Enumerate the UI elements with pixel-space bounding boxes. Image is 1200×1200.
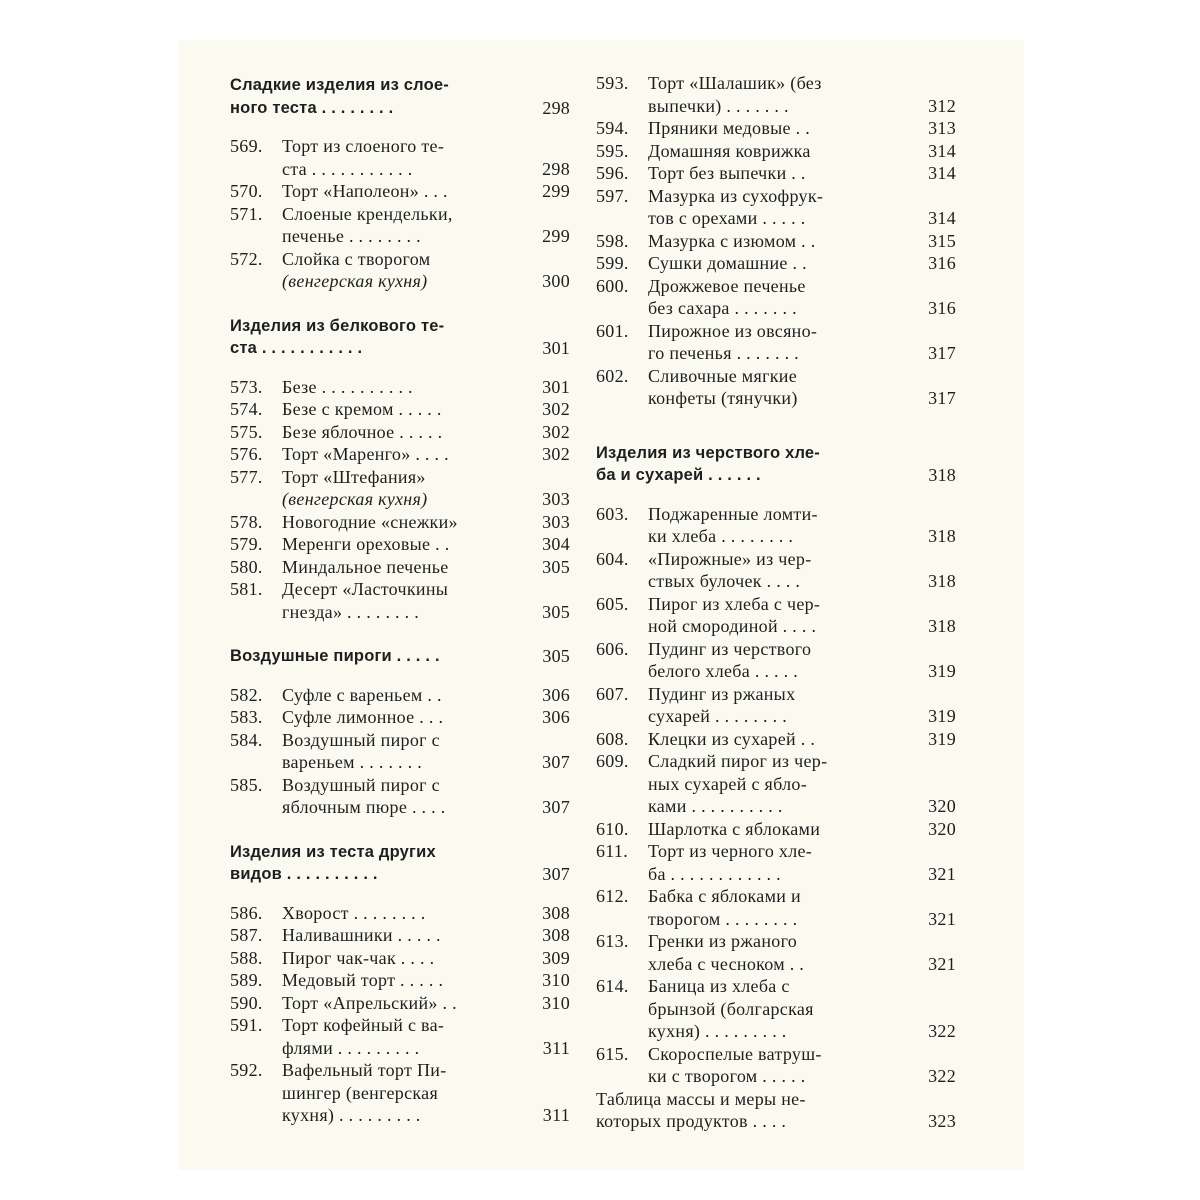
entry-number: 575. [230,421,263,442]
entry-title-line: Торт из слоеного те- [282,136,445,156]
toc-entry [230,466,570,511]
entry-number: 588. [230,947,263,968]
toc-entry [596,930,956,975]
page-number: 305 [542,556,570,577]
entry-title-line: Слоеные крендельки, [282,203,453,224]
entry-title-line: Шарлотка с яблоками [648,818,821,839]
page-number: 298 [542,158,570,179]
page-number: 311 [542,1105,570,1125]
entry-number: 608. [596,728,629,749]
entry-title-line: Пирог из хлеба с чер- [648,593,821,614]
toc-entry [596,750,956,818]
toc-entry [596,885,956,930]
entry-number: 590. [230,992,263,1013]
page-number: 301 [542,338,570,358]
toc-entry [230,203,570,248]
entry-number: 577. [230,466,263,487]
page-number: 315 [928,230,956,251]
page-number: 319 [928,728,956,749]
section-heading-line: Сладкие изделия из слое- [230,76,449,94]
toc-right-column [596,72,956,1133]
page-number: 301 [542,376,570,397]
page-number: 314 [928,163,956,183]
page-number: 318 [928,616,956,636]
toc-entry [230,992,570,1015]
page-number: 319 [928,661,956,681]
section-heading [230,315,570,360]
entry-number: 579. [230,534,263,554]
page-number: 298 [542,97,570,118]
toc-entry [596,230,956,253]
toc-section-other-dough [230,841,570,1127]
entry-number: 610. [596,818,629,839]
page-number: 308 [542,902,570,923]
page-number: 305 [542,601,570,622]
entry-title-line: (венгерская кухня) [282,271,428,291]
entry-title-line: Пудинг из черствого [648,638,812,659]
entry-number: 593. [596,73,629,93]
entry-title-line: Хворост . . . . . . . . [282,902,426,923]
entry-number: 585. [230,774,263,795]
entry-number: 597. [596,185,629,206]
page-number: 307 [542,797,570,817]
toc-entry [230,774,570,819]
entry-number: 576. [230,444,263,464]
entry-number: 605. [596,593,629,614]
entry-number: 603. [596,503,629,524]
entry-title-line: печенье . . . . . . . . [282,226,421,246]
entry-title-line: Торт «Апрельский» . . [282,992,457,1013]
page-number: 314 [928,208,956,228]
page-number: 309 [542,947,570,968]
entry-number: 592. [230,1060,263,1080]
toc-entry [596,1043,956,1088]
entry-number: 572. [230,248,263,269]
toc-entry [596,140,956,163]
entry-title-line: шингер (венгерская [282,1082,439,1103]
toc-entry [596,840,956,885]
toc-section-souffle [230,645,570,819]
toc-entry [596,548,956,593]
entry-title-line: Торт без выпечки . . [648,163,806,183]
page-number: 318 [928,526,956,546]
entry-title-line: Десерт «Ласточкины [282,579,449,599]
entry-number: 589. [230,970,263,990]
entry-title-line: Воздушный пирог с [282,729,440,750]
section-heading [596,442,956,487]
toc-entry [596,162,956,185]
page-number: 316 [928,298,956,318]
entry-number: 607. [596,683,629,704]
entry-title-line: Бабка с яблоками и [648,886,801,906]
toc-section-continued [596,72,956,410]
entry-title-line: сухарей . . . . . . . . [648,706,788,726]
entry-title-line: тов с орехами . . . . . [648,208,806,228]
toc-entry [596,117,956,140]
page-number: 320 [928,796,956,816]
toc-entry [230,706,570,729]
toc-entry [230,924,570,947]
page-number: 316 [928,253,956,273]
entry-title-line: Сливочные мягкие [648,365,798,386]
entry-title-line: Мазурка из сухофрук- [648,185,824,206]
entry-number: 599. [596,253,629,273]
entry-title-line: яблочным пюре . . . . [282,797,446,817]
entry-title-line: ки хлеба . . . . . . . . [648,526,794,546]
toc-section-puff-pastry [230,74,570,293]
entry-title-line: без сахара . . . . . . . [648,298,797,318]
toc-entry [596,275,956,320]
section-heading-line: Воздушные пироги . . . . . [230,647,440,665]
section-heading [230,841,570,886]
toc-entry [230,1014,570,1059]
entry-title-line: которых продуктов . . . . [596,1111,787,1131]
page-number: 321 [928,863,956,884]
entry-number: 601. [596,320,629,341]
page-number: 303 [542,489,570,509]
section-heading-line: Изделия из теста других [230,842,436,861]
toc-entry [230,729,570,774]
entry-title-line: Поджаренные ломти- [648,503,818,524]
entry-title-line: Торт «Маренго» . . . . [282,444,449,464]
page-number: 321 [928,908,956,929]
toc-entry [596,728,956,751]
entry-number: 595. [596,140,629,161]
page-number: 313 [928,118,956,138]
page-number: 308 [542,925,570,945]
entry-title-line: Воздушный пирог с [282,774,440,795]
entry-number: 615. [596,1043,629,1064]
page-number: 303 [542,511,570,532]
toc-entry [230,947,570,970]
entry-number: 600. [596,275,629,296]
page-number: 318 [928,571,956,591]
entry-title-line: творогом . . . . . . . . [648,908,798,929]
toc-entry [230,1059,570,1127]
toc-entry-weights-table [596,1088,956,1133]
page-number: 314 [928,140,956,161]
entry-title-line: «Пирожные» из чер- [648,548,812,569]
page-number: 321 [928,953,956,974]
toc-entry [230,578,570,623]
page-number: 299 [542,226,570,246]
entry-number: 612. [596,886,629,906]
entry-title-line: кухня) . . . . . . . . . [648,1021,787,1041]
page-number: 302 [542,399,570,419]
entry-title-line: (венгерская кухня) [282,489,428,509]
toc-entry [230,533,570,556]
toc-entry [596,252,956,275]
entry-title-line: вареньем . . . . . . . [282,752,423,772]
entry-title-line: ки с творогом . . . . . [648,1066,806,1086]
entry-number: 586. [230,902,263,923]
page-number: 302 [542,421,570,442]
entry-title-line: Таблица массы и меры не- [596,1088,806,1109]
page-number: 320 [928,818,956,839]
entry-title-line: выпечки) . . . . . . . [648,95,789,116]
section-heading [230,74,570,119]
entry-number: 580. [230,556,263,577]
page-number: 307 [542,864,570,884]
page-number: 307 [542,752,570,772]
toc-entry [596,72,956,117]
page-number: 310 [542,992,570,1013]
toc-entry [596,320,956,365]
page-number: 306 [542,684,570,705]
entry-number: 604. [596,548,629,569]
entry-title-line: ба . . . . . . . . . . . . [648,863,781,884]
entry-number: 606. [596,638,629,659]
entry-number: 571. [230,203,263,224]
entry-title-line: Баница из хлеба с [648,976,790,996]
entry-number: 574. [230,399,263,419]
toc-left-column [230,74,570,1127]
toc-section-stale-bread [596,442,956,1088]
entry-title-line: Скороспелые ватруш- [648,1043,822,1064]
entry-title-line: хлеба с чесноком . . [648,953,805,974]
toc-entry [230,556,570,579]
entry-title-line: Дрожжевое печенье [648,275,806,296]
toc-entry [230,398,570,421]
entry-title-line: Торт из черного хле- [648,841,813,861]
toc-entry [596,185,956,230]
entry-title-line: Наливашники . . . . . [282,925,441,945]
entry-title-line: ками . . . . . . . . . . [648,796,783,816]
page-number: 305 [542,646,570,666]
entry-title-line: Безе . . . . . . . . . . [282,376,413,397]
section-heading-line: ба и сухарей . . . . . . [596,466,761,484]
entry-title-line: Сушки домашние . . [648,253,807,273]
toc-entry [230,376,570,399]
section-heading [230,645,570,668]
entry-title-line: Безе с кремом . . . . . [282,399,442,419]
toc-entry [230,511,570,534]
entry-title-line: Миндальное печенье [282,556,449,577]
page-number: 319 [928,706,956,726]
entry-title-line: ста . . . . . . . . . . . [282,158,413,179]
page-number: 302 [542,444,570,464]
entry-title-line: Вафельный торт Пи- [282,1060,447,1080]
entry-number: 596. [596,163,629,183]
entry-title-line: Гренки из ржаного [648,931,798,951]
page-number: 311 [542,1037,570,1058]
toc-entry [230,248,570,293]
entry-title-line: гнезда» . . . . . . . . [282,601,420,622]
page-number: 317 [928,343,956,363]
entry-title-line: Торт «Наполеон» . . . [282,181,448,201]
entry-number: 582. [230,684,263,705]
page-number: 304 [542,534,570,554]
toc-entry [596,975,956,1043]
entry-title-line: Безе яблочное . . . . . [282,421,443,442]
toc-entry [230,902,570,925]
entry-title-line: Пряники медовые . . [648,118,811,138]
toc-entry [230,684,570,707]
toc-entry [230,443,570,466]
toc-entry [596,593,956,638]
entry-title-line: белого хлеба . . . . . [648,661,799,681]
page-number: 310 [542,970,570,990]
page-number: 312 [928,95,956,116]
entry-title-line: Пирожное из овсяно- [648,320,818,341]
toc-entry [596,683,956,728]
toc-entry [596,818,956,841]
entry-title-line: Сладкий пирог из чер- [648,751,828,771]
entry-title-line: кухня) . . . . . . . . . [282,1105,421,1125]
toc-section-meringue [230,315,570,624]
page-number: 322 [928,1066,956,1086]
entry-number: 573. [230,376,263,397]
page-number: 317 [928,388,956,408]
page-number: 300 [542,271,570,291]
entry-title-line: Мазурка с изюмом . . [648,230,816,251]
entry-number: 569. [230,136,263,156]
entry-title-line: Пирог чак-чак . . . . [282,947,435,968]
page-number: 318 [928,465,956,485]
toc-entry [596,365,956,410]
entry-title-line: Медовый торт . . . . . [282,970,444,990]
toc-entry [230,180,570,203]
entry-number: 611. [596,841,629,861]
entry-title-line: Суфле с вареньем . . [282,684,442,705]
entry-number: 581. [230,579,263,599]
entry-title-line: ной смородиной . . . . [648,616,817,636]
page-number: 299 [542,181,570,201]
entry-title-line: Слойка с творогом [282,248,431,269]
entry-number: 594. [596,118,629,138]
section-heading-line: Изделия из белкового те- [230,316,445,335]
entry-title-line: Торт «Шалашик» (без [648,73,822,93]
entry-title-line: конфеты (тянучки) [648,388,798,408]
entry-title-line: Новогодние «снежки» [282,511,458,532]
entry-title-line: Домашняя коврижка [648,140,811,161]
entry-title-line: Клецки из сухарей . . [648,728,816,749]
section-heading-line: видов . . . . . . . . . . [230,865,378,883]
section-heading-line: Изделия из черствого хле- [596,443,821,462]
section-heading-line: ста . . . . . . . . . . . [230,339,363,357]
entry-number: 584. [230,729,263,750]
entry-title-line: Пудинг из ржаных [648,683,796,704]
entry-number: 587. [230,925,263,945]
entry-title-line: го печенья . . . . . . . [648,343,799,363]
entry-title-line: брынзой (болгарская [648,998,814,1019]
entry-title-line: ных сухарей с ябло- [648,773,808,794]
toc-entry [230,969,570,992]
entry-number: 609. [596,751,629,771]
entry-number: 602. [596,365,629,386]
entry-title-line: Торт «Штефания» [282,466,426,487]
page-number: 323 [928,1111,956,1131]
entry-number: 591. [230,1015,263,1035]
entry-title-line: флями . . . . . . . . . [282,1037,420,1058]
entry-number: 613. [596,931,629,951]
entry-number: 614. [596,976,629,996]
entry-number: 570. [230,181,263,201]
entry-title-line: Меренги ореховые . . [282,534,450,554]
entry-title-line: ствых булочек . . . . [648,571,801,591]
toc-entry [596,503,956,548]
section-heading-line: ного теста . . . . . . . . [230,98,394,117]
entry-number: 578. [230,511,263,532]
entry-title-line: Суфле лимонное . . . [282,707,444,727]
toc-entry [230,421,570,444]
toc-entry [230,135,570,180]
entry-title-line: Торт кофейный с ва- [282,1015,445,1035]
entry-number: 583. [230,707,263,727]
toc-entry [596,638,956,683]
entry-number: 598. [596,230,629,251]
page-number: 306 [542,707,570,727]
page-number: 322 [928,1021,956,1041]
